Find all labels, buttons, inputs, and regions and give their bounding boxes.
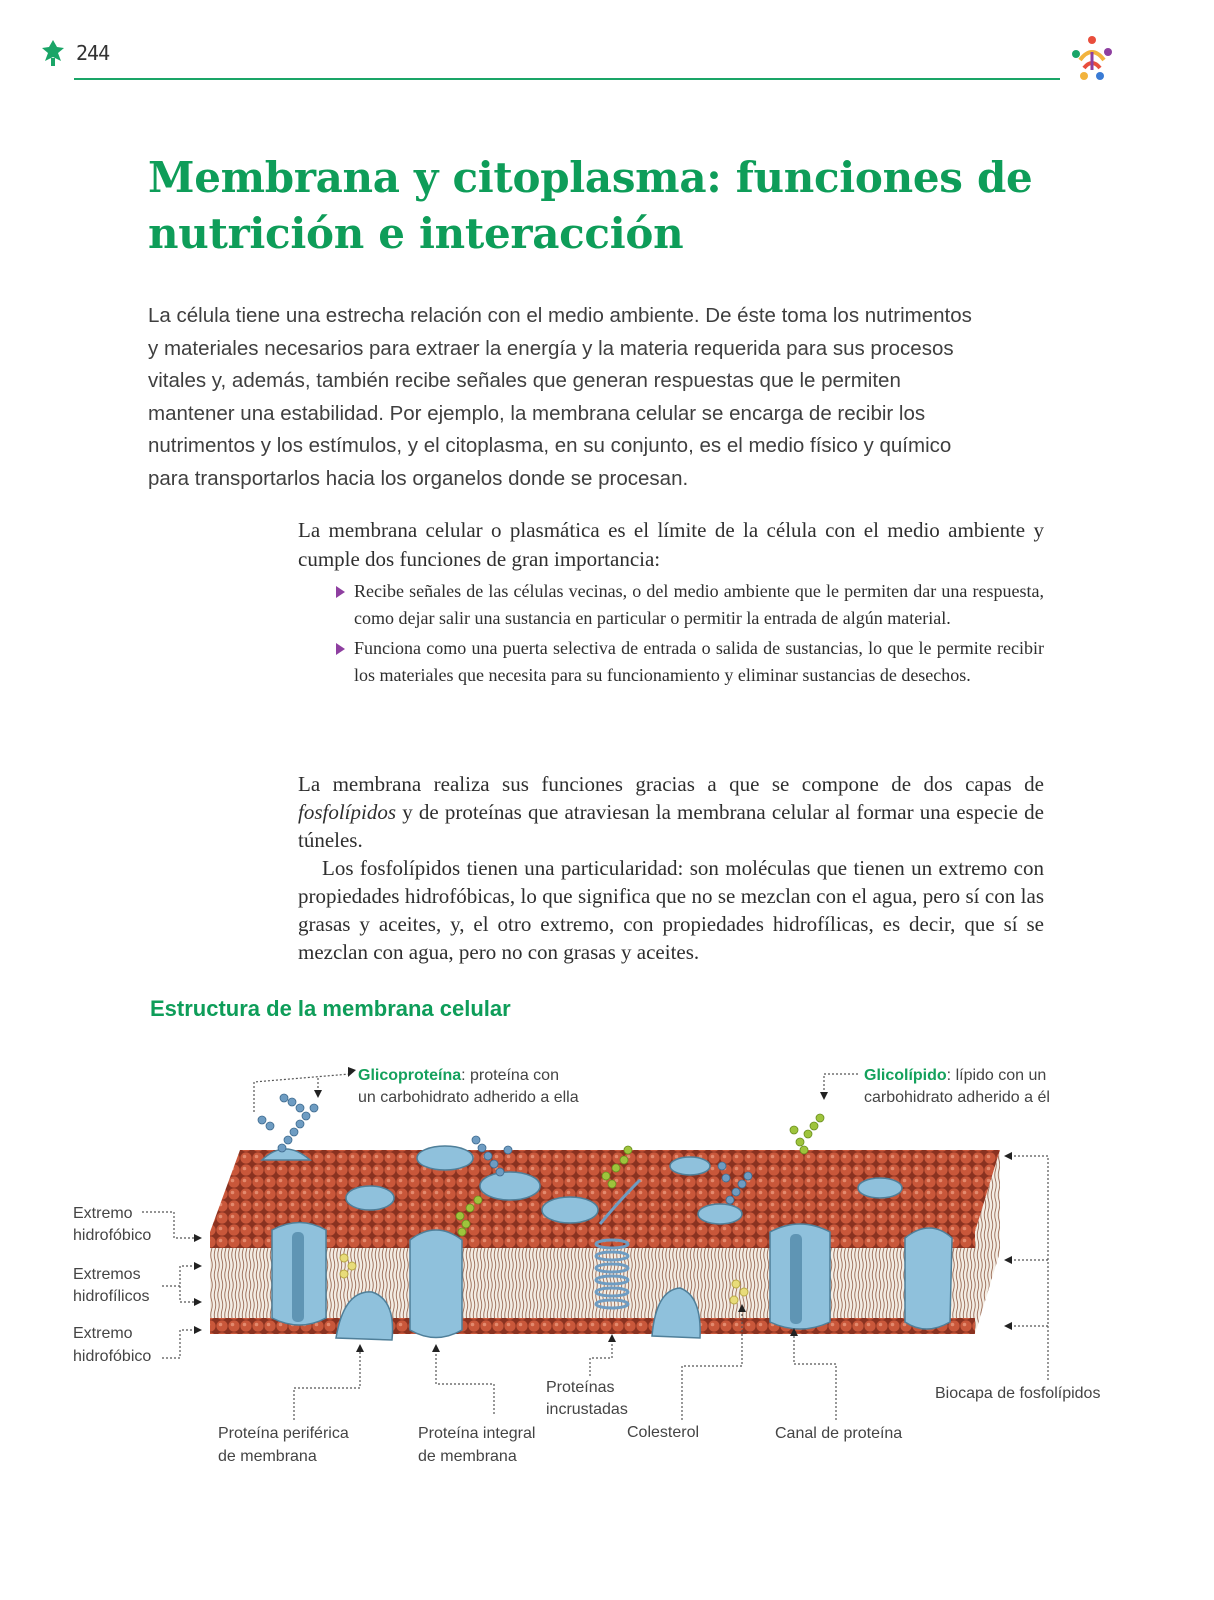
embedded-proteins-label-line2: incrustadas	[546, 1401, 628, 1418]
glycolipid-definition-line2: carbohidrato adherido a él	[864, 1089, 1050, 1106]
surface-protein	[480, 1172, 540, 1200]
hydrophilic-ends-label: Extremos	[73, 1266, 141, 1283]
arrow-head-icon	[194, 1298, 202, 1306]
surface-protein	[670, 1157, 710, 1175]
arrow-head-icon	[1004, 1152, 1012, 1160]
integral-protein	[905, 1228, 952, 1329]
integral-protein-label: Proteína integral	[418, 1425, 536, 1442]
bilayer-bottom-heads	[210, 1318, 975, 1334]
cholesterol	[348, 1262, 356, 1270]
triangle-bullet-icon	[336, 586, 345, 598]
cholesterol	[730, 1296, 738, 1304]
leader-line	[162, 1330, 196, 1358]
leader-line	[590, 1340, 612, 1376]
page-title: Membrana y citoplasma: funciones de nutrición e interacción	[148, 153, 1033, 258]
arrow-head-icon	[314, 1090, 322, 1098]
arrow-head-icon	[356, 1344, 364, 1352]
arrow-head-icon	[194, 1326, 202, 1334]
peripheral-protein-label-line2: de membrana	[218, 1448, 317, 1465]
hydrophilic-ends-label-line2: hidrofílicos	[73, 1288, 150, 1305]
glycolipid-term: Glicolípido	[864, 1067, 947, 1084]
surface-protein	[346, 1186, 394, 1210]
function-list	[334, 578, 1044, 692]
intro-paragraph: La célula tiene una estrecha relación con el medio ambiente. De éste toma los nutrimentos y materiales necesarios para extraer la energía y la materia requerida para sus procesos vitales y, además, también recibe señales que generan respuestas que le permiten mantener una estabilidad. Por ejemplo, la membrana celular se encarga de recibir los nutrimentos y los estímulos, y el citoplasma, en su conjunto, es el medio físico y químico para transportarlos hacia los organelos donde se procesan.	[148, 304, 972, 490]
hydrophobic-end-label-top-line2: hidrofóbico	[73, 1227, 152, 1244]
channel-pore	[292, 1232, 304, 1322]
glycolipid-carbohydrate	[790, 1114, 824, 1154]
cholesterol	[732, 1280, 740, 1288]
hydrophobic-end-label-bottom-line2: hidrofóbico	[73, 1348, 152, 1365]
glycoprotein-term: Glicoproteína	[358, 1067, 462, 1084]
cholesterol-label: Colesterol	[627, 1424, 700, 1441]
page-number: 244	[76, 41, 110, 65]
arrow-head-icon	[194, 1234, 202, 1242]
membrane-paragraph: La membrana celular o plasmática es el límite de la célula con el medio ambiente y cumple dos funciones de gran importancia:	[298, 518, 1044, 571]
structure-text-start: La membrana realiza sus funciones gracias a que se compone de dos capas de	[298, 772, 1044, 796]
glycoprotein-label	[358, 1067, 559, 1084]
leader-line	[1010, 1156, 1048, 1380]
list-item	[334, 578, 1044, 632]
structure-paragraph	[298, 770, 1044, 854]
colorful-figure-logo-icon	[1062, 30, 1122, 90]
integral-protein	[410, 1230, 462, 1338]
structure-text-end: y de proteínas que atraviesan la membrana celular al formar una especie de túneles.	[298, 800, 1044, 852]
cholesterol	[740, 1288, 748, 1296]
leader-line	[794, 1334, 836, 1420]
leader-line	[162, 1266, 196, 1286]
list-item-text: Recibe señales de las células vecinas, o del medio ambiente que le permiten dar una respuesta, como dejar salir una sustancia en particular o permitir la entrada de algún material.	[354, 581, 1044, 628]
leader-line	[180, 1286, 196, 1302]
hydrophobic-end-label-top: Extremo	[73, 1205, 133, 1222]
integral-protein-label-line2: de membrana	[418, 1448, 517, 1465]
header-rule	[74, 78, 1060, 80]
arrow-head-icon	[194, 1262, 202, 1270]
cell-membrane-diagram	[0, 1040, 1214, 1500]
triangle-bullet-icon	[336, 643, 345, 655]
embedded-proteins-label: Proteínas	[546, 1379, 615, 1396]
glycoprotein-definition-line2: un carbohidrato adherido a ella	[358, 1089, 579, 1106]
leader-line	[824, 1074, 858, 1096]
arrow-head-icon	[348, 1067, 356, 1077]
arrow-head-icon	[1004, 1256, 1012, 1264]
surface-protein	[542, 1197, 598, 1223]
glycolipid-definition: : lípido con un	[946, 1067, 1047, 1084]
section-title: Estructura de la membrana celular	[150, 996, 511, 1021]
glycoprotein-definition: : proteína con	[461, 1067, 559, 1084]
arrow-head-icon	[432, 1344, 440, 1352]
surface-protein	[417, 1146, 473, 1170]
phospholipid-paragraph: Los fosfolípidos tienen una particularidad: son moléculas que tienen un extremo con propiedades hidrofóbicas, lo que significa que no se mezclan con el agua, pero sí con las grasas y aceites, y, el otro extremo, con propiedades hidrofílicas, es decir, que sí se mezclan con agua, pero no con grasas y aceites.	[298, 856, 1044, 964]
arrow-head-icon	[1004, 1322, 1012, 1330]
leader-line	[436, 1350, 494, 1414]
channel-pore	[790, 1234, 802, 1324]
phospholipid-term: fosfolípidos	[298, 800, 397, 824]
peripheral-protein-label: Proteína periférica	[218, 1425, 349, 1442]
cholesterol	[340, 1270, 348, 1278]
list-item	[334, 635, 1044, 689]
list-item-text: Funciona como una puerta selectiva de entrada o salida de sustancias, lo que le permite recibir los materiales que necesita para su funcionamiento y eliminar sustancias de desechos.	[354, 638, 1044, 685]
leader-line	[294, 1350, 360, 1420]
glycolipid-label	[864, 1067, 1046, 1084]
surface-protein	[858, 1178, 902, 1198]
arrow-head-icon	[608, 1334, 616, 1342]
arrow-head-icon	[820, 1092, 828, 1100]
phospholipid-bilayer-label: Biocapa de fosfolípidos	[935, 1385, 1101, 1402]
surface-protein	[698, 1204, 742, 1224]
hydrophobic-end-label-bottom: Extremo	[73, 1325, 133, 1342]
glycoprotein-carbohydrate	[258, 1094, 318, 1152]
protein-channel-label: Canal de proteína	[775, 1425, 903, 1442]
cholesterol	[340, 1254, 348, 1262]
leaf-icon	[40, 38, 66, 68]
